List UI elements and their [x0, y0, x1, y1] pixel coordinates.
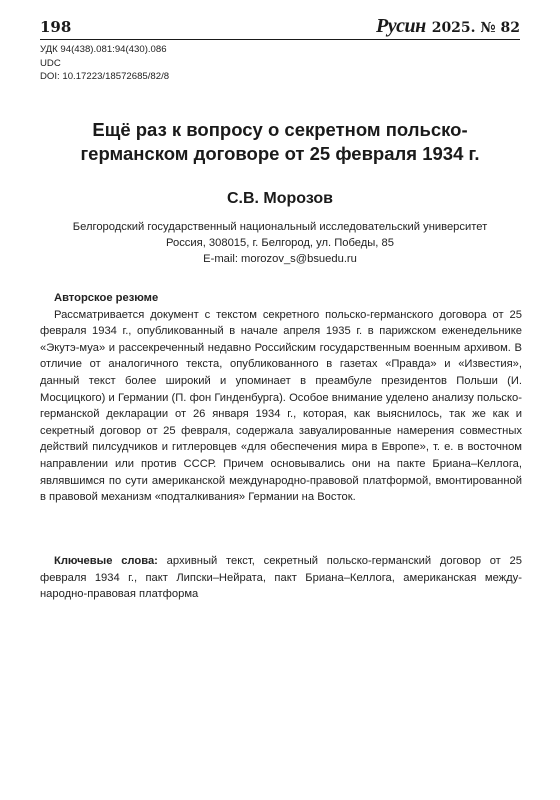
- author-affiliation: [40, 219, 520, 268]
- page-number: 198: [40, 18, 72, 36]
- keywords-text: архивный текст, секретный польско-германский договор от 25 февраля 1934 г., пакт Липски–Нейрата, пакт Бриана–Келлога, американская международно-правовая платформа: [40, 555, 523, 601]
- abstract-heading: Авторское резюме: [54, 292, 159, 304]
- journal-issue: 2025. № 82: [431, 20, 520, 36]
- affiliation-address: Россия, 308015, г. Белгород, ул. Победы, 85: [166, 237, 394, 250]
- abstract-text: Рассматривается документ с текстом секретного польско-германского договора от 25 февраля 1934 г., опубликованный в начале апреля 1935 г. в парижском еженедельнике «Экутэ-муа» и рассекреченный недавно Российским государственным военным архивом. В отличие от аналогичного текста, опубликованного в газетах «Правда» и «Известия», данный текст более широкий и упоминает в преамбуле президентов Польши (И. Мосцицкого) и Германии (П. фон Гинденбурга). Особое внимание уделено анализу польско-германской декларации от 26 января 1934 г., которая, как выяснилось, так же как и секретный договор от 25 февраля, содержала завуалированные намерения совместных действий пилсудчиков и гитлеровцев «для обеспечения мира в Европе», т. е. в восточном направлении или против СССР. Причем основывались они на пакте Бриана–Келлога, являвшимся по сути американской международно-правовой платформой, вмонтированной в правовой механизм «подталкивания» Германии на Восток.: [40, 308, 522, 504]
- abstract-section: [40, 290, 522, 506]
- running-header: [40, 10, 520, 40]
- journal-logo: Русин: [376, 15, 426, 37]
- udc-label: UDC: [40, 57, 61, 69]
- udk-code: УДК 94(438).081:94(430).086: [40, 44, 167, 55]
- article-metadata: [40, 43, 169, 84]
- affiliation-email: E-mail: morozov_s@bsuedu.ru: [203, 253, 357, 266]
- article-title: Ещё раз к вопросу о секретном польско-германском договоре от 25 февраля 1934 г.: [80, 119, 480, 164]
- article-author: С.В. Морозов: [226, 190, 334, 207]
- doi: DOI: 10.17223/18572685/82/8: [40, 71, 170, 82]
- affiliation-institution: Белгородский государственный национальный исследовательский университет: [72, 221, 488, 233]
- journal-masthead: [376, 16, 520, 36]
- keywords-label: Ключевые слова:: [54, 555, 158, 567]
- keywords-section: [40, 553, 522, 603]
